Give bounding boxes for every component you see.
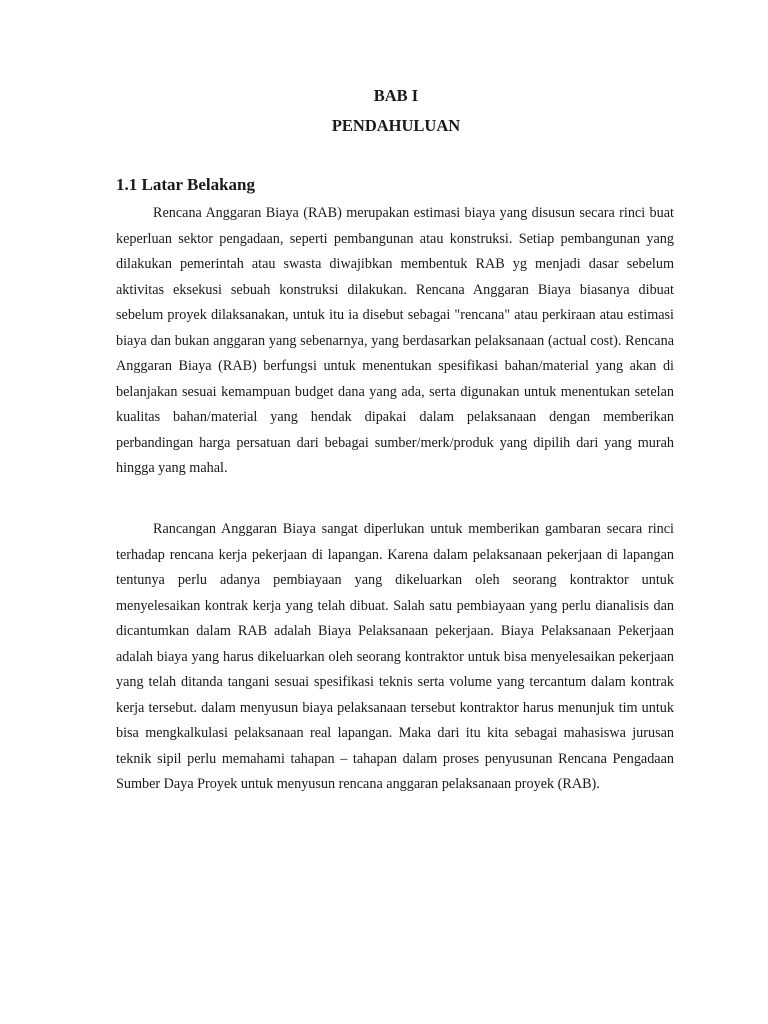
body-paragraph-1: Rencana Anggaran Biaya (RAB) merupakan estimasi biaya yang disusun secara rinci buat keperluan sektor pengadaan, seperti pembangunan atau konstruksi. Setiap pembangunan yang dilakukan pemerintah atau swasta diwajibkan membentuk RAB yg menjadi dasar sebelum aktivitas eksekusi sebuah konstruksi dilakukan. Rencana Anggaran Biaya biasanya dibuat sebelum proyek dilaksanakan, untuk itu ia disebut sebagai "rencana" atau perkiraan atau estimasi biaya dan bukan anggaran yang sebenarnya, yang berdasarkan pelaksanaan (actual cost). Rencana Anggaran Biaya (RAB) berfungsi untuk menentukan spesifikasi bahan/material yang akan di belanjakan sesuai kemampuan budget dana yang ada, serta digunakan untuk menentukan setelan kualitas bahan/material yang hendak dipakai dalam pelaksanaan dengan memberikan perbandingan harga persatuan dari bebagai sumber/merk/produk yang dipilih dari yang murah hingga yang mahal. — [116, 205, 674, 476]
chapter-title: PENDAHULUAN — [331, 116, 461, 135]
body-paragraph-2: Rancangan Anggaran Biaya sangat diperlukan untuk memberikan gambaran secara rinci terhadap rencana kerja pekerjaan di lapangan. Karena dalam pelaksanaan pekerjaan di lapangan tentunya perlu adanya pembiayaan yang dikeluarkan oleh seorang kontraktor untuk menyelesaikan kontrak kerja yang telah dibuat. Salah satu pembiayaan yang perlu dianalisis dan dicantumkan dalam RAB adalah Biaya Pelaksanaan pekerjaan. Biaya Pelaksanaan Pekerjaan adalah biaya yang harus dikeluarkan oleh seorang kontraktor untuk bisa menyelesaikan pekerjaan yang telah ditanda tangani sesuai spesifikasi teknis serta volume yang tercantum dalam kontrak kerja tersebut. dalam menyusun biaya pelaksanaan tersebut kontraktor harus menunjuk tim untuk bisa mengkalkulasi pelaksanaan real lapangan. Maka dari itu kita sebagai mahasiswa jurusan teknik sipil perlu memahami tahapan – tahapan dalam proses penyusunan Rencana Pengadaan Sumber Daya Proyek untuk menyusun rencana anggaran pelaksanaan proyek (RAB). — [116, 521, 674, 792]
section-heading: 1.1 Latar Belakang — [116, 175, 256, 194]
chapter-label: BAB I — [373, 86, 419, 105]
